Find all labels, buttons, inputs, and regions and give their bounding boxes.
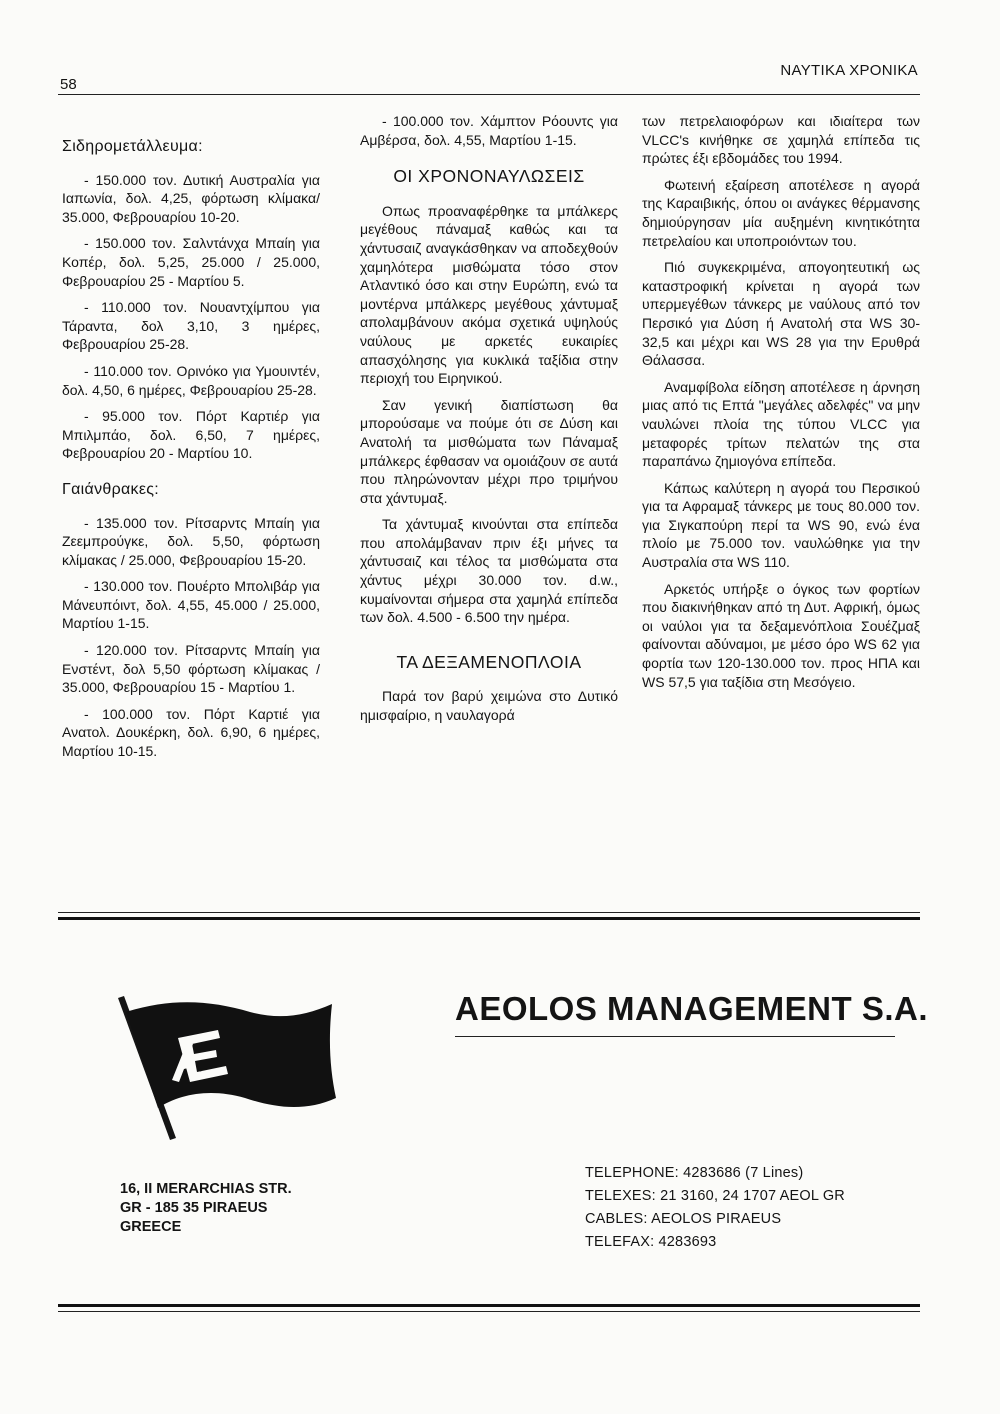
ad-bottom-rule-thick — [58, 1304, 920, 1307]
paragraph: Αναμφίβολα είδηση αποτέλεσε η άρνηση μιας από τις Επτά "μεγάλες αδελφές" να μην ναυλώνει πλοία της τύπου VLCC για μεταφορές τρίτων πελατών της στα παραπάνω ζημιογόνα επίπεδα. — [642, 378, 920, 470]
heading-time-charters: ΟΙ ΧΡΟΝΟΝΑΥΛΩΣΕΙΣ — [393, 166, 585, 187]
telephone-line: TELEPHONE: 4283686 (7 Lines) — [585, 1165, 804, 1181]
heading-coal: Γαιάνθρακες: — [62, 480, 160, 498]
address-line: GR - 185 35 PIRAEUS — [120, 1200, 268, 1216]
coal-item: - 100.000 τον. Πόρτ Καρτιέ για Ανατολ. Δουκέρκη, δολ. 6,90, 6 ημέρες, Μαρτίου 10-15. — [62, 705, 320, 760]
header-rule — [58, 94, 920, 95]
paragraph: Αρκετός υπήρξε ο όγκος των φορτίων που διακινήθηκαν από τη Δυτ. Αφρική, όμως οι ναύλοι για τα δεξαμενόπλοια Σουέζμαξ φαίνονται αδύναμοι, με μέσο όρο WS 62 για φορτία των 120-130.000 τον. προς ΗΠΑ και WS 57,5 για ταξίδια στη Μεσόγειο. — [642, 580, 920, 690]
paragraph: Σαν γενική διαπίστωση θα μπορούσαμε να πούμε ότι σε Δύση και Ανατολή τα μισθώματα των Πάναμαξ μπάλκερς έφθασαν να ομοιάζουν σε αυτά που πληρώνονταν μέχρι προ τριμήνου στα χάντυμαξ. — [360, 396, 618, 506]
company-contacts — [585, 1162, 845, 1254]
telefax-line: TELEFAX: 4283693 — [585, 1234, 717, 1250]
paragraph: Φωτεινή εξαίρεση αποτέλεσε η αγορά της Καραιβικής, όπου οι ανάγκες θέρμανσης δημιούργησαν μία αυξημένη κινητικότητα πετρελαίου και υποπροιόντων του. — [642, 176, 920, 249]
iron-ore-item: - 110.000 τον. Νουαντχίμπου για Τάραντα, δολ 3,10, 3 ημέρες, Φεβρουαρίου 25-28. — [62, 299, 320, 353]
paragraph: Οπως προαναφέρθηκε τα μπάλκερς μεγέθους πάναμαξ καθώς και τα χάντυσαιζ αναγκάσθηκαν να αποδεχθούν χαμηλότερα μισθώματα τόσο στον Ατλαντικό όσο και στην Ευρώπη, ενώ τα μοντέρνα μπάλκερς μεγέθους χάντυμαξ απολαμβάνουν ακόμα σχετικά υψηλούς ναύλους με αρκετές ευκαιρίες απασχόλησης για κυκλικά ταξίδια στην περιοχή του Ειρηνικού. — [360, 202, 618, 387]
iron-ore-item: - 95.000 τον. Πόρτ Καρτιέρ για Μπιλμπάο, δολ. 6,50, 7 ημέρες, Φεβρουαρίου 20 - Μαρτίου 10. — [62, 408, 320, 462]
ad-bottom-rule-thin — [58, 1311, 920, 1312]
company-address — [120, 1180, 292, 1237]
coal-item: - 120.000 τον. Ρίτσαρντς Μπαίη για Ενστέντ, δολ 5,50 φόρτωση κλίμακας / 35.000, Φεβρουαρίου 15 - Μαρτίου 1. — [62, 642, 320, 696]
column-3 — [642, 112, 920, 699]
coal-item-continued: - 100.000 τον. Χάμπτον Ρόουντς για Αμβέρσα, δολ. 4,55, Μαρτίου 1-15. — [360, 113, 618, 148]
coal-item: - 135.000 τον. Ρίτσαρντς Μπαίη για Ζεεμπρούγκε, δολ. 5,50, φόρτωση κλίμακας / 25.000, Φεβρουαρίου 15-20. — [62, 514, 320, 568]
ad-top-rule-thin — [58, 912, 920, 913]
iron-ore-item: - 110.000 τον. Ορινόκο για Υμουιντέν, δολ. 4,50, 6 ημέρες, Φεβρουαρίου 25-28. — [62, 362, 320, 398]
iron-ore-item: - 150.000 τον. Δυτική Αυστραλία για Ιαπωνία, δολ. 4,25, φόρτωση κλίμακα/ 35.000, Φεβρουαρίου 10-20. — [62, 171, 320, 225]
coal-item: - 130.000 τον. Πουέρτο Μπολιβάρ για Μάνευπόιντ, δολ. 4,55, 45.000 / 25.000, Μαρτίου 1-15. — [62, 578, 320, 632]
heading-iron-ore: Σιδηρομετάλλευμα: — [62, 138, 203, 155]
flag-logo-icon — [100, 990, 340, 1160]
company-name-underline — [455, 1036, 895, 1037]
paragraph: Παρά τον βαρύ χειμώνα στο Δυτικό ημισφαίριο, η ναυλαγορά — [360, 688, 618, 724]
column-2 — [360, 112, 618, 733]
company-name: AEOLOS MANAGEMENT S.A. — [455, 990, 929, 1027]
address-line: 16, II MERARCHIAS STR. — [120, 1181, 292, 1197]
ad-top-rule-thick — [58, 917, 920, 920]
paragraph: Κάπως καλύτερη η αγορά του Περσικού για τα Αφραμαξ τάνκερς με τους 80.000 τον. για Σιγκαπούρη περί τα WS 90, ενώ ένα πλοίο με 75.000 τον. ναυλώθηκε για την Αυστραλία στα WS 110. — [642, 479, 920, 571]
logo-monogram: AE — [200, 1072, 202, 1073]
paragraph: Τα χάντυμαξ κινούνται στα επίπεδα που απολάμβαναν πριν έξι μήνες τα χάντυσαιζ και τέλος τα μισθώματα στα χάντυς μέχρι 30.000 τον. d.w., κυμαίνονται σήμερα στα χαμηλά επίπεδα των δολ. 4.500 - 6.500 την ημέρα. — [360, 516, 618, 626]
paragraph: Πιό συγκεκριμένα, απογοητευτική ως καταστροφική κρίνεται η αγορά των υπερμεγέθων τάνκερς με ναύλους από τον Περσικό για Δύση ή Ανατολή στα WS 30-32,5 και μέχρι και WS 28 για την Ερυθρά Θάλασσα. — [642, 259, 920, 369]
page-number: 58 — [60, 76, 77, 93]
paragraph: των πετρελαιοφόρων και ιδιαίτερα των VLCC's κινήθηκε σε χαμηλά επίπεδα τις πρώτες έξι εβδομάδες του 1994. — [642, 113, 920, 167]
heading-tankers: ΤΑ ΔΕΞΑΜΕΝΟΠΛΟΙΑ — [396, 651, 582, 672]
running-title: ΝΑΥΤΙΚΑ ΧΡΟΝΙΚΑ — [780, 62, 918, 79]
iron-ore-item: - 150.000 τον. Σαλντάνχα Μπαίη για Κοπέρ, δολ. 5,25, 25.000 / 25.000, Φεβρουαρίου 25 - Μαρτίου 5. — [62, 235, 320, 289]
telex-line: TELEXES: 21 3160, 24 1707 AEOL GR — [585, 1188, 845, 1204]
cables-line: CABLES: AEOLOS PIRAEUS — [585, 1211, 782, 1227]
address-line: GREECE — [120, 1219, 182, 1235]
column-1 — [62, 112, 320, 769]
